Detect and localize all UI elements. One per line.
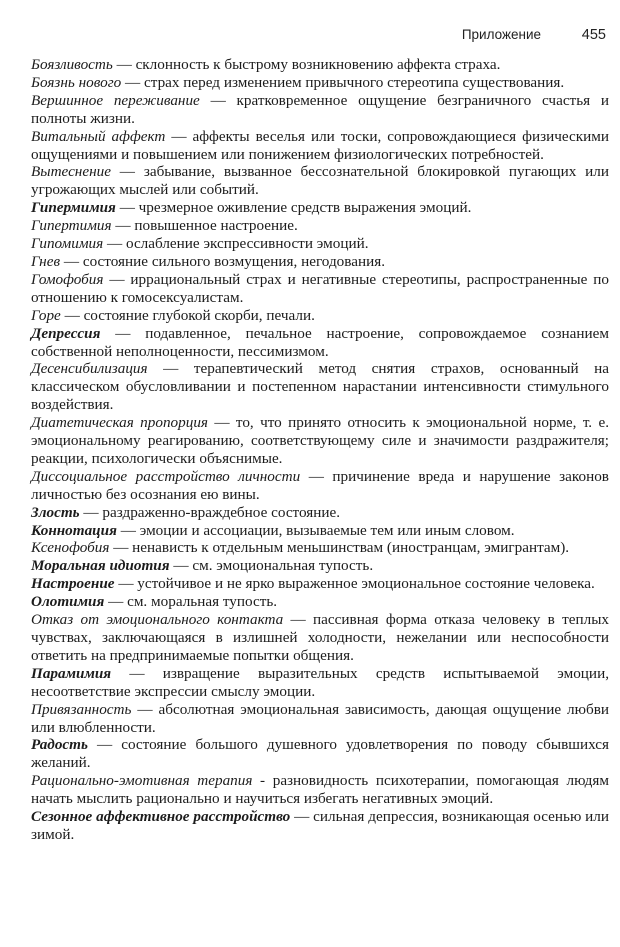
glossary-definition: — иррациональный страх и негативные стереотипы, распространенные по отношению к гомосексуалистам. [31, 270, 609, 306]
glossary-term: Вытеснение [31, 163, 111, 181]
glossary-definition: — страх перед изменением привычного стереотипа существования. [121, 73, 565, 91]
glossary-term: Радость [31, 736, 88, 754]
glossary-definition: — пассивная форма отказа человеку в теплых чувствах, заключающаяся в излишней холодности, нежелании или неспособности ответить на предпринимаемые попытки общения. [31, 611, 609, 664]
glossary-definition: — состояние большого душевного удовлетворения по поводу сбывшихся желаний. [31, 736, 609, 772]
glossary-entry [31, 325, 609, 361]
glossary-entry [31, 772, 609, 808]
glossary-definition: — устойчивое и не ярко выраженное эмоциональное состояние человека. [114, 575, 595, 593]
glossary-entry [31, 522, 609, 540]
glossary-entry [31, 92, 609, 128]
glossary-definition: — чрезмерное оживление средств выражения эмоций. [115, 199, 472, 217]
glossary-term: Коннотация [31, 521, 117, 539]
glossary-definition: — терапевтический метод снятия страхов, основанный на классическом обусловливании и постепенном нарастании интенсивности стимульного воздействия. [31, 360, 609, 414]
glossary-term: Боязливость [31, 56, 113, 73]
glossary-entry [31, 557, 609, 575]
glossary-definition: — эмоции и ассоциации, вызываемые тем или иным словом. [116, 521, 515, 539]
glossary-definition: — состояние сильного возмущения, негодования. [60, 252, 386, 270]
running-header [462, 27, 606, 43]
glossary-term: Привязанность [31, 700, 132, 718]
glossary-entry [31, 539, 609, 557]
glossary-term: Олотимия [31, 593, 105, 611]
glossary-list [31, 56, 609, 844]
glossary-entry [31, 217, 609, 235]
glossary-definition: — абсолютная эмоциональная зависимость, дающая ощущение любви или влюбленности. [31, 700, 609, 736]
glossary-term: Гнев [31, 252, 61, 270]
glossary-term: Ксенофобия [31, 539, 110, 557]
glossary-definition: — состояние глубокой скорби, печали. [60, 306, 315, 324]
glossary-definition: — ослабление экспрессивности эмоций. [103, 235, 369, 253]
glossary-entry [31, 360, 609, 414]
glossary-entry [31, 736, 609, 772]
glossary-entry [31, 271, 609, 307]
glossary-definition: — ненависть к отдельным меньшинствам (иностранцам, эмигрантам). [109, 539, 570, 557]
glossary-entry [31, 74, 609, 92]
glossary-definition: — причинение вреда и нарушение законов личностью без осознания ею вины. [31, 467, 609, 503]
page-number: 455 [581, 27, 606, 43]
glossary-term: Гипермимия [31, 199, 116, 217]
glossary-entry [31, 468, 609, 504]
glossary-definition: — см. эмоциональная тупость. [169, 557, 374, 575]
glossary-definition: — то, что принято относить к эмоциональной норме, т. е. эмоциональному реагированию, соответствующему силе и значимости раздражителя; реакции, психологически объяснимые. [31, 414, 609, 467]
glossary-term: Витальный аффект [31, 127, 166, 145]
glossary-term: Злость [31, 503, 80, 521]
glossary-definition: — извращение выразительных средств испытываемой эмоции, несоответствие экспрессии смыслу эмоции. [31, 664, 609, 700]
glossary-entry [31, 56, 609, 74]
glossary-definition: — см. моральная тупость. [104, 593, 278, 611]
glossary-entry [31, 235, 609, 253]
glossary-term: Диатетическая пропорция [31, 414, 208, 432]
glossary-entry [31, 128, 609, 164]
glossary-term: Отказ от эмоционального контакта [31, 611, 284, 629]
glossary-definition: — сильная депрессия, возникающая осенью или зимой. [31, 808, 609, 843]
glossary-term: Парамимия [31, 664, 112, 682]
glossary-definition: — склонность к быстрому возникновению аффекта страха. [112, 56, 501, 73]
glossary-entry [31, 253, 609, 271]
glossary-entry [31, 163, 609, 199]
glossary-definition: — аффекты веселья или тоски, сопровождающиеся физическими ощущениями и повышением или понижением физиологических потребностей. [31, 127, 609, 163]
glossary-entry [31, 414, 609, 468]
glossary-entry [31, 199, 609, 217]
glossary-term: Горе [31, 306, 61, 324]
glossary-definition: — забывание, вызванное бессознательной блокировкой пугающих или угрожающих мыслей или событий. [31, 163, 609, 199]
glossary-definition: — раздраженно-враждебное состояние. [79, 503, 341, 521]
glossary-term: Гипертимия [31, 217, 112, 235]
glossary-term: Гипомимия [31, 235, 104, 253]
glossary-term: Сезонное аффективное расстройство [31, 808, 291, 826]
glossary-term: Десенсибилизация [31, 360, 148, 378]
glossary-term: Боязнь нового [31, 73, 122, 91]
glossary-entry [31, 808, 609, 844]
glossary-definition: — повышенное настроение. [111, 217, 298, 235]
glossary-term: Рационально-эмотивная терапия [31, 772, 253, 790]
glossary-definition: — кратковременное ощущение безграничного счастья и полноты жизни. [31, 91, 609, 127]
glossary-term: Настроение [31, 575, 115, 593]
section-title: Приложение [461, 27, 542, 42]
glossary-entry [31, 504, 609, 522]
glossary-entry [31, 665, 609, 701]
glossary-entry [31, 593, 609, 611]
glossary-entry [31, 611, 609, 665]
glossary-term: Депрессия [31, 324, 101, 342]
glossary-term: Вершинное переживание [31, 91, 200, 109]
glossary-entry [31, 701, 609, 737]
glossary-definition: — подавленное, печальное настроение, сопровождаемое сознанием собственной неполноценности, пессимизмом. [31, 324, 609, 360]
glossary-term: Диссоциальное расстройство личности [31, 467, 301, 485]
glossary-term: Моральная идиотия [31, 557, 170, 575]
glossary-entry [31, 575, 609, 593]
glossary-term: Гомофобия [31, 270, 104, 288]
glossary-entry [31, 307, 609, 325]
glossary-definition: - разновидность психотерапии, помогающая людям начать мыслить рационально и научиться избегать негативных эмоций. [31, 772, 610, 808]
